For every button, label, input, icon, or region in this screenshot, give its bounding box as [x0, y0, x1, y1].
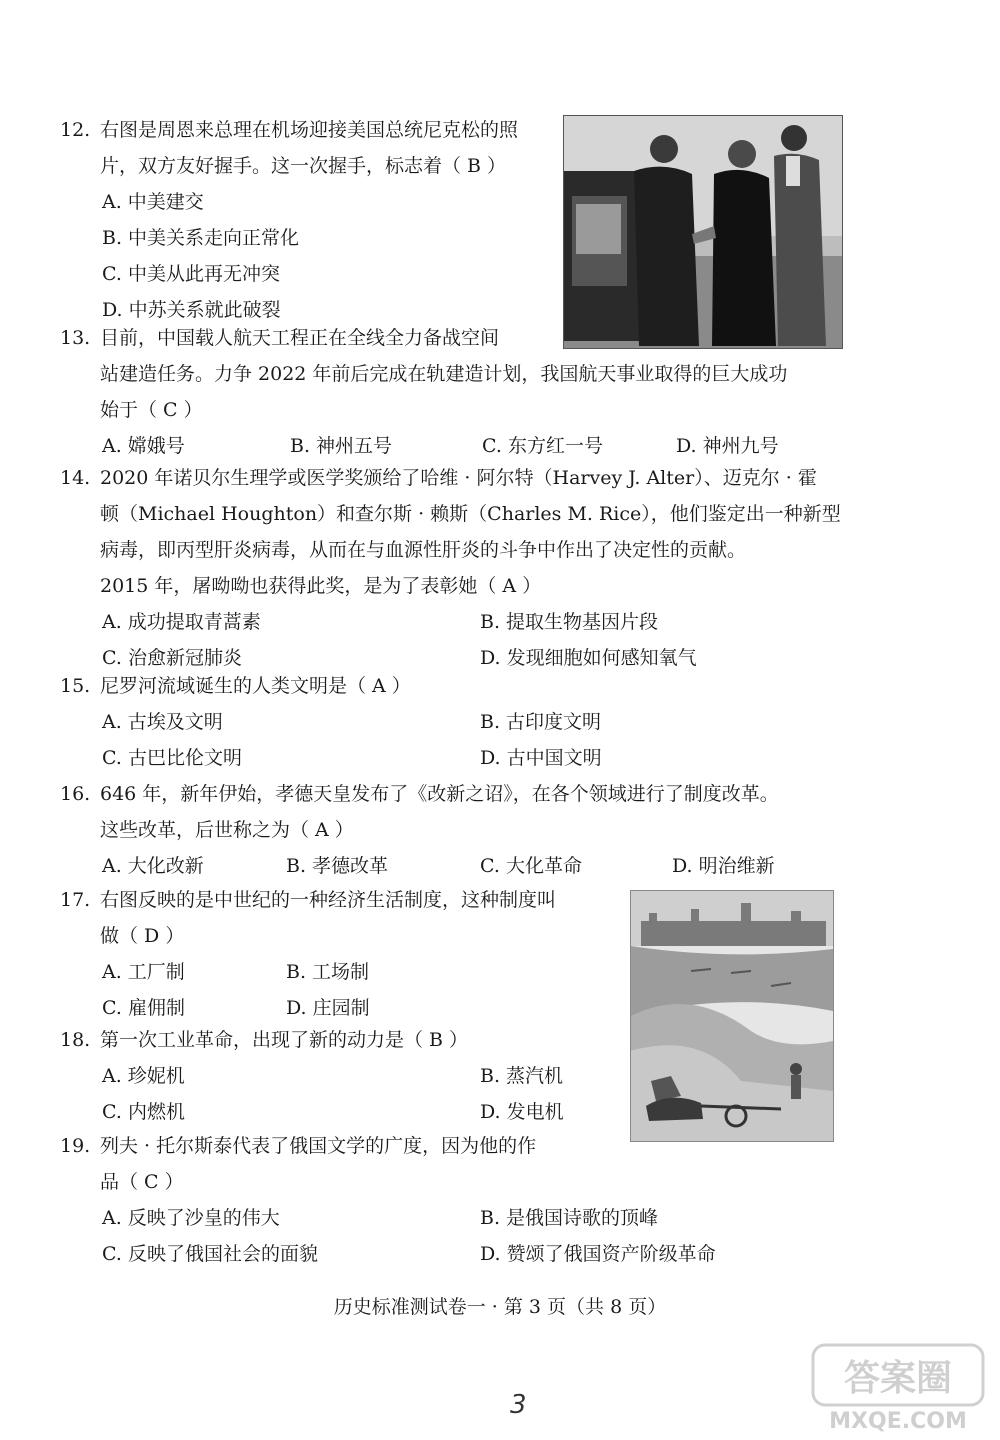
option: B. 古印度文明: [480, 711, 602, 733]
question-stem: 右图是周恩来总理在机场迎接美国总统尼克松的照: [100, 119, 519, 141]
option: B. 蒸汽机: [480, 1065, 564, 1087]
question-number: 17.: [60, 889, 91, 911]
handshake-photo: [563, 115, 843, 349]
option: C. 古巴比伦文明: [102, 747, 242, 769]
option: C. 中美从此再无冲突: [102, 263, 280, 285]
option: D. 古中国文明: [480, 747, 602, 769]
question-stem: 做（ D ）: [100, 925, 185, 947]
question-stem: 站建造任务。力争 2022 年前后完成在轨建造计划，我国航天事业取得的巨大成功: [100, 363, 788, 385]
option: A. 珍妮机: [102, 1065, 185, 1087]
option: A. 工厂制: [102, 961, 185, 983]
watermark-logo: [808, 1340, 988, 1435]
question-number: 12.: [60, 119, 91, 141]
question-number: 16.: [60, 783, 91, 805]
option: D. 中苏关系就此破裂: [102, 299, 281, 321]
question-19: [60, 1128, 860, 1272]
option: B. 提取生物基因片段: [480, 611, 659, 633]
question-stem: 尼罗河流域诞生的人类文明是（ A ）: [100, 675, 411, 697]
question-stem: 目前，中国载人航天工程正在全线全力备战空间: [100, 327, 500, 349]
option: B. 工场制: [286, 961, 370, 983]
option: D. 神州九号: [676, 435, 779, 457]
option: D. 明治维新: [672, 855, 775, 877]
question-number: 18.: [60, 1029, 91, 1051]
question-14: [60, 460, 860, 676]
question-stem: 第一次工业革命，出现了新的动力是（ B ）: [100, 1029, 469, 1051]
question-15: [60, 668, 860, 776]
question-16: [60, 776, 860, 884]
manor-illustration-drawing: [631, 891, 833, 1141]
question-stem: 646 年，新年伊始，孝德天皇发布了《改新之诏》，在各个领域进行了制度改革。: [100, 783, 779, 805]
option: C. 雇佣制: [102, 997, 185, 1019]
manor-illustration: [630, 890, 834, 1142]
question-12: [60, 112, 550, 328]
option: B. 中美关系走向正常化: [102, 227, 300, 249]
question-number: 14.: [60, 467, 91, 489]
option: B. 孝德改革: [286, 855, 389, 877]
question-stem: 片，双方友好握手。这一次握手，标志着（ B ）: [100, 155, 507, 177]
option: D. 庄园制: [286, 997, 370, 1019]
option: A. 反映了沙皇的伟大: [102, 1207, 280, 1229]
question-stem: 2015 年，屠呦呦也获得此奖，是为了表彰她（ A ）: [100, 575, 542, 597]
option: D. 赞颂了俄国资产阶级革命: [480, 1243, 716, 1265]
question-stem: 病毒，即丙型肝炎病毒，从而在与血源性肝炎的斗争中作出了决定性的贡献。: [100, 539, 747, 561]
question-number: 15.: [60, 675, 91, 697]
option: A. 成功提取青蒿素: [102, 611, 261, 633]
option: C. 大化革命: [480, 855, 582, 877]
option: D. 发现细胞如何感知氧气: [480, 647, 697, 669]
question-stem: 品（ C ）: [100, 1171, 184, 1193]
option: C. 东方红一号: [482, 435, 603, 457]
option: A. 嫦娥号: [102, 435, 185, 457]
option: B. 是俄国诗歌的顶峰: [480, 1207, 659, 1229]
option: B. 神州五号: [290, 435, 393, 457]
question-stem: 这些改革，后世称之为（ A ）: [100, 819, 354, 841]
question-stem: 2020 年诺贝尔生理学或医学奖颁给了哈维 · 阿尔特（Harvey J. Alter）、迈克尔 · 霍: [100, 467, 817, 489]
question-stem: 列夫 · 托尔斯泰代表了俄国文学的广度，因为他的作: [100, 1135, 537, 1157]
question-stem: 右图反映的是中世纪的一种经济生活制度，这种制度叫: [100, 889, 557, 911]
option: C. 反映了俄国社会的面貌: [102, 1243, 318, 1265]
option: A. 中美建交: [102, 191, 204, 213]
page-footer: 历史标准测试卷一 · 第 3 页（共 8 页）: [333, 1296, 667, 1318]
option: C. 治愈新冠肺炎: [102, 647, 242, 669]
question-number: 13.: [60, 327, 91, 349]
question-13: [60, 320, 860, 464]
watermark-logo-graphic: [808, 1340, 988, 1435]
question-number: 19.: [60, 1135, 91, 1157]
option: D. 发电机: [480, 1101, 564, 1123]
option: A. 大化改新: [102, 855, 204, 877]
handwritten-page-number: 3: [510, 1390, 527, 1420]
question-stem: 始于（ C ）: [100, 399, 203, 421]
option: A. 古埃及文明: [102, 711, 223, 733]
question-18: [60, 1022, 620, 1130]
question-17: [60, 882, 620, 1026]
watermark-url: MXQE.COM: [829, 1409, 967, 1434]
watermark-text: 答案圈: [843, 1358, 953, 1399]
option: C. 内燃机: [102, 1101, 185, 1123]
handshake-photo-illustration: [564, 116, 842, 348]
question-stem: 顿（Michael Houghton）和查尔斯 · 赖斯（Charles M. Rice），他们鉴定出一种新型: [100, 503, 841, 525]
